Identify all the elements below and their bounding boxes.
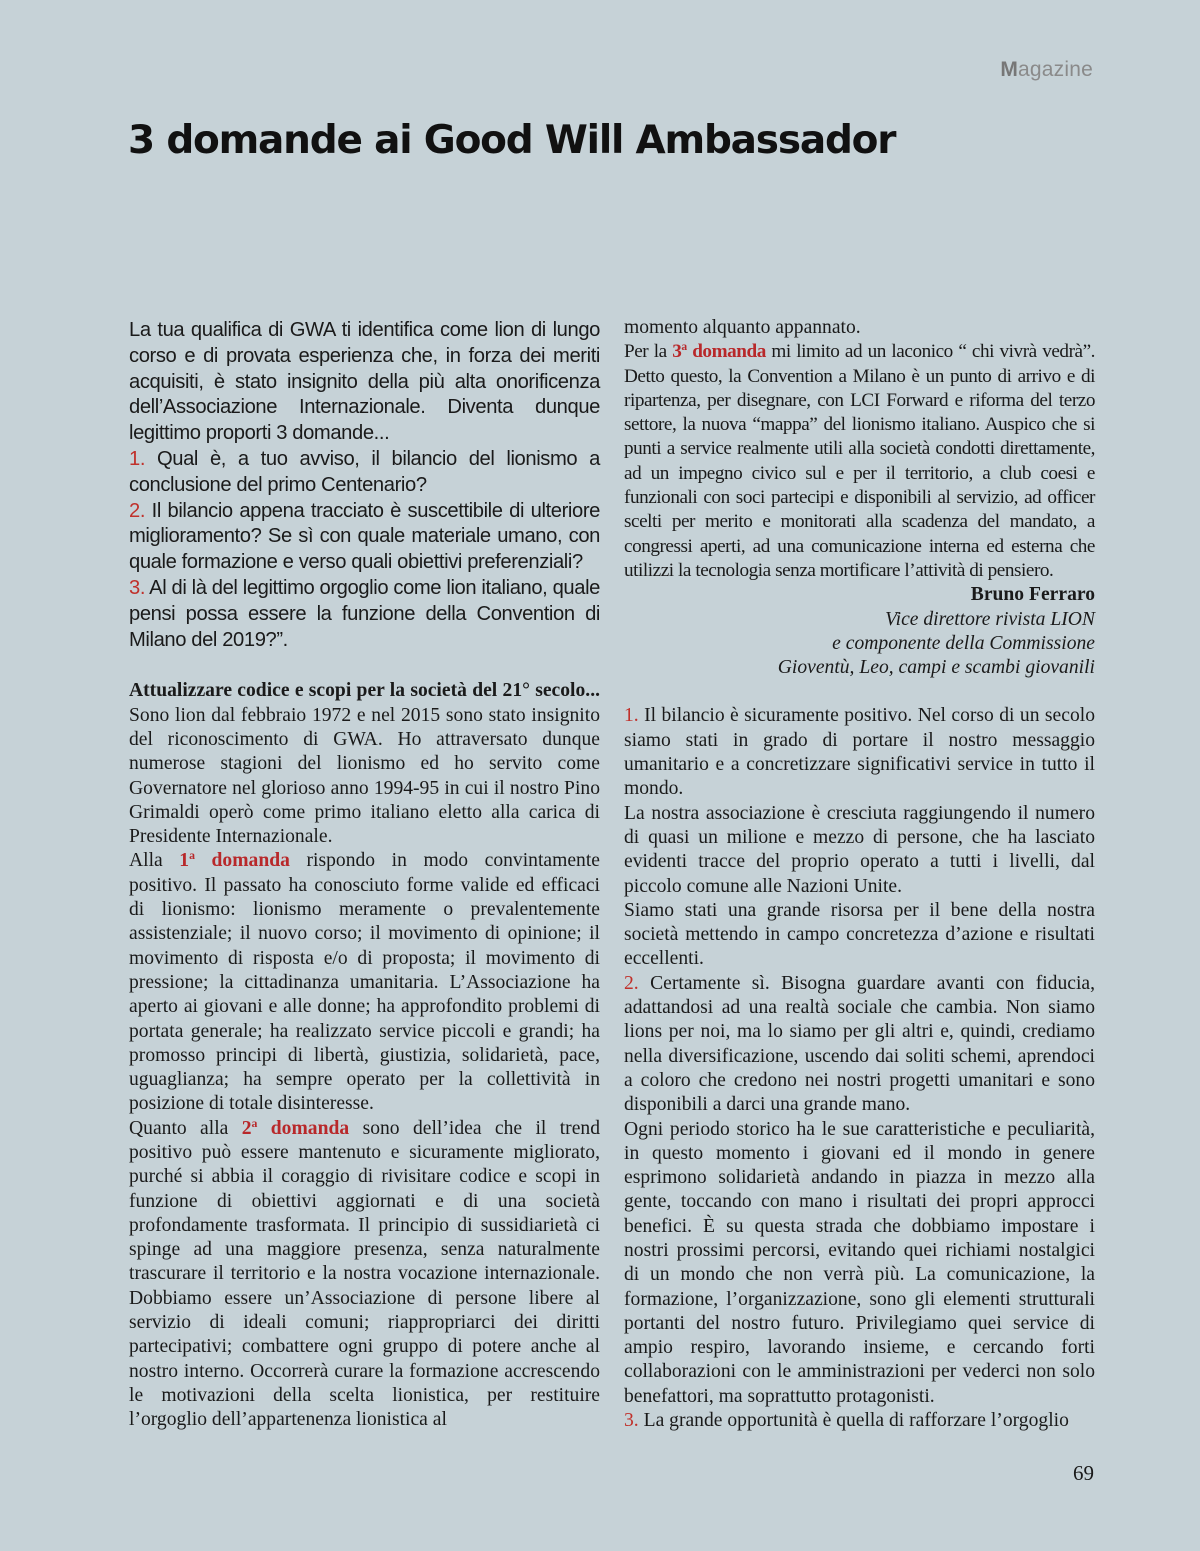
second-answer-2-text: Certamente sì. Bisogna guardare avanti con fiducia, adattandosi ad una realtà sociale che cambia. Non siamo lions per noi, ma lo siamo per gli altri e, quindi, crediamo nella diversificazione, uscendo dai soliti schemi, aprendoci a coloro che credono nei nostri progetti umanitari e sono disponibili a darci una grande mano. [624, 972, 1095, 1116]
spacer [129, 653, 600, 679]
ferraro-answer-3 [624, 340, 1095, 583]
second-answer-1 [624, 704, 1095, 801]
answer-2-label [242, 1118, 349, 1139]
signature-name: Bruno Ferraro [970, 584, 1095, 606]
intro-lead: La tua qualifica di GWA ti identifica come lion di lungo corso e di provata esperienza che, in forza dei meriti acquisiti, è stato insignito della più alta onorificenza dell’Associazione Internazionale. Diventa dunque legittimo proporti 3 domande... [129, 319, 600, 445]
answer-1-sup: a [189, 849, 195, 863]
intro-block [129, 318, 600, 653]
ferraro-answer-1 [129, 849, 600, 1116]
second-answer-1-number: 1. [624, 705, 639, 727]
second-answer-2-number: 2. [624, 972, 639, 994]
answer-3-label [672, 341, 766, 362]
signature-role-3: Gioventù, Leo, campi e scambi giovanili [777, 657, 1095, 679]
answer-3-text: mi limito ad un laconico “ chi vivrà vedrà”. Detto questo, la Convention a Milano è un punto di arrivo e di ripartenza, per disegnare, con LCI Forward e riforma del terzo settore, la nuova “mappa” del lionismo italiano. Auspico che si punti a service realmente utili alla società condotti direttamente, ad un impegno civico sul e per il territorio, a club coesi e funzionali con soci partecipi e disponibili al servizio, ad officer scelti per merito e monitorati alla scadenza del mandato, a congressi aperti, ad una comunicazione interna ed esterna che utilizzi la tecnologia senza mortificare l’attività di pensiero. [624, 341, 1095, 581]
intro-question-1 [129, 447, 600, 499]
signature-role-1: Vice direttore rivista LION [885, 608, 1095, 630]
second-paragraph-2: La nostra associazione è cresciuta raggiungendo il numero di quasi un milione e mezzo di persone, che ha lasciato evidenti tracce del proprio operato a tutti i livelli, dal piccolo comune alle Nazioni Unite. [624, 802, 1095, 897]
article-title: 3 domande ai Good Will Ambassador [128, 118, 896, 163]
right-column [624, 316, 1095, 1433]
intro-question-3 [129, 576, 600, 653]
second-answer-3-text: La grande opportunità è quella di rafforzare l’orgoglio [638, 1410, 1069, 1432]
second-paragraph-5: Ogni periodo storico ha le sue caratteristiche e peculiarità, in questo momento i giovani ed il mondo in genere esprimono solidarietà andando in piazza in mezzo alla gente, toccando con mano i risultati dei propri approcci benefici. È su questa strada che dobbiamo impostare i nostri prossimi percorsi, evitando quei richiami nostalgici di un mondo che non verrà più. La comunicazione, la formazione, l’organizzazione, sono gli elementi strutturali portanti del nostro futuro. Privilegiamo quei service di ampio respiro, lavorando insieme, e cercando forti collaborazioni con le amministrazioni per vederci non solo benefattori, ma soprattutto protagonisti. [624, 1118, 1095, 1407]
answer-2-word: domanda [257, 1117, 350, 1139]
section-label-rest: agazine [1018, 58, 1093, 81]
second-answer-1-text: Il bilancio è sicuramente positivo. Nel corso di un secolo siamo stati in grado di portare il nostro messaggio umanitario e a concretizzare significativi service in tutto il mondo. [624, 705, 1095, 800]
answer-3-sup: a [681, 341, 687, 354]
signature-role-2: e componente della Commissione [832, 632, 1095, 654]
answer-2-sup: a [251, 1116, 258, 1130]
second-answer-3-number: 3. [624, 1410, 639, 1432]
section-label-initial: M [1000, 58, 1019, 81]
section-label [1000, 58, 1093, 82]
ferraro-answer [129, 679, 600, 1432]
question-3-text: Al di là del legittimo orgoglio come lion italiano, quale pensi possa essere la funzione della Convention di Milano del 2019?”. [129, 576, 600, 651]
question-1-text: Qual è, a tuo avviso, il bilancio del lionismo a conclusione del primo Centenario? [129, 447, 600, 496]
spacer [624, 680, 1095, 704]
second-paragraph-3: Siamo stati una grande risorsa per il bene della nostra società mettendo in campo concretezza d’azione e risultati eccellenti. [624, 899, 1095, 970]
answer-3-num: 3 [672, 341, 682, 363]
second-answer-3 [624, 1409, 1095, 1433]
question-3-number: 3. [129, 576, 146, 599]
answer-3-prefix: Per la [624, 341, 673, 363]
ferraro-answer-continued [624, 316, 1095, 680]
question-1-number: 1. [129, 447, 146, 470]
answer-2-num: 2 [241, 1117, 252, 1139]
answer-1-text: rispondo in modo convintamente positivo. Il passato ha conosciuto forme valide ed efficaci di lionismo: lionismo meramente o prevalentemente assistenziale; il nuovo corso; il movimento di opinione; il movimento di risposta e/o di proposta; il movimento di pressione; la cittadinanza umanitaria. L’Associazione ha aperto ai giovani e alle donne; ha approfondito problemi di portata generale; ha realizzato service piccoli e grandi; ha promosso principi di libertà, giustizia, solidarietà, pace, uguaglianza; ha sempre operato per la collettività in posizione di totale disinteresse. [129, 850, 600, 1115]
second-answer [624, 704, 1095, 1433]
question-2-text: Il bilancio appena tracciato è suscettibile di ulteriore miglioramento? Se sì con quale materiale umano, con quale formazione e verso quali obiettivi preferenziali? [129, 499, 600, 574]
answer-3-word: domanda [686, 341, 766, 363]
answer-1-prefix: Alla [129, 850, 180, 872]
ferraro-lead-text: Sono lion dal febbraio 1972 e nel 2015 sono stato insignito del riconoscimento di GWA. Ho attraversato dunque numerose stagioni del lionismo ed ho servito come Governatore nel glorioso anno 1994-95 in cui il nostro Pino Grimaldi operò come primo italiano eletto alla carica di Presidente Internazionale. [129, 704, 600, 848]
continued-line: momento alquanto appannato. [624, 317, 861, 338]
answer-1-num: 1 [179, 850, 190, 872]
answer-2-text: sono dell’idea che il trend positivo può essere mantenuto e sicuramente migliorato, purché si abbia il coraggio di rivisitare codice e scopi in funzione di obiettivi aggiornati e di una società profondamente trasformata. Il principio di sussidiarietà ci spinge ad una maggiore presenza, senza naturalmente trascurare il territorio e la nostra vocazione internazionale. Dobbiamo essere un’Associazione di persone libere al servizio di ideali comuni; riappropriarci dei diritti partecipativi; combattere ogni gruppo di potere anche al nostro interno. Occorrerà curare la formazione accrescendo le motivazioni della scelta lionistica, per restituire l’orgoglio dell’appartenenza lionistica al [129, 1117, 600, 1431]
second-answer-2 [624, 972, 1095, 1118]
answer-2-prefix: Quanto alla [129, 1117, 242, 1139]
answer-1-word: domanda [194, 850, 290, 872]
ferraro-lead-paragraph [129, 679, 600, 849]
intro-question-2 [129, 499, 600, 576]
page-number: 69 [1073, 1461, 1094, 1485]
left-column [129, 318, 600, 1433]
ferraro-answer-2 [129, 1117, 600, 1433]
ferraro-lead-heading: Attualizzare codice e scopi per la società del 21° secolo... [129, 680, 600, 702]
answer-1-label [179, 850, 290, 871]
question-2-number: 2. [129, 499, 146, 522]
